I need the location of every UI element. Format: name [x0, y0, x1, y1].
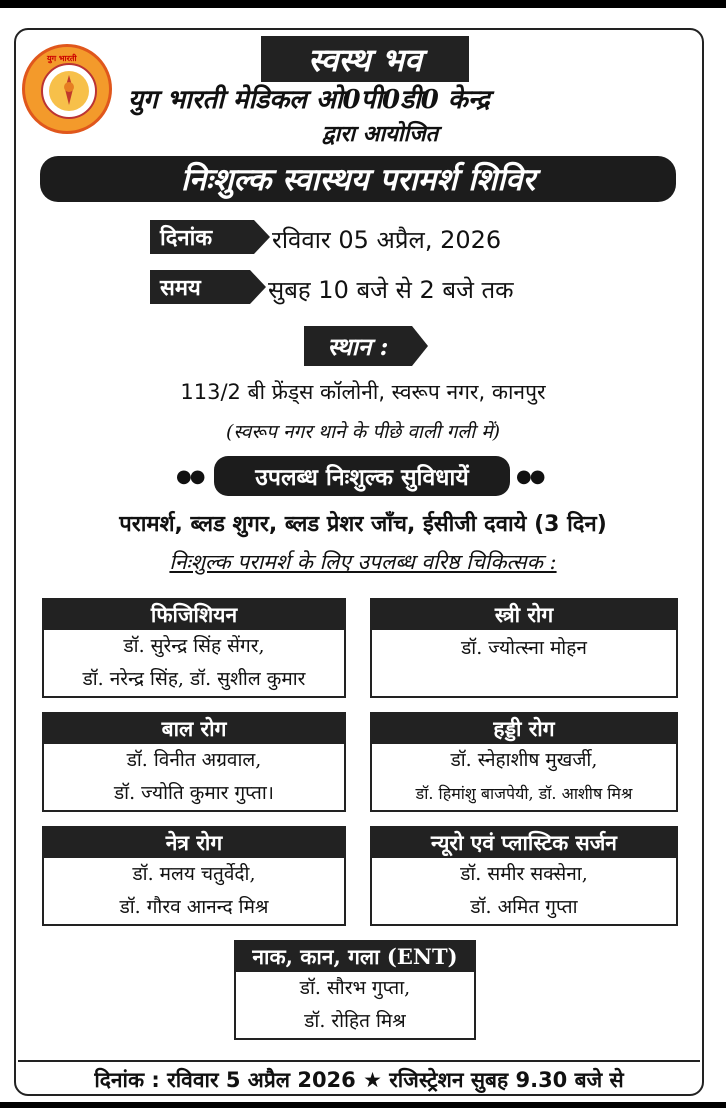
bullet-dots-left: ●●	[176, 466, 204, 487]
top-border	[0, 0, 726, 8]
organization-name: युग भारती मेडिकल ओ0पी0डी0 केन्द्र	[128, 85, 490, 115]
place-label: स्थान :	[304, 326, 412, 366]
department-title: नेत्र रोग	[44, 828, 344, 858]
organized-by-text: द्वारा आयोजित	[321, 121, 439, 147]
department-ent	[234, 940, 476, 1040]
department-title: फिजिशियन	[44, 600, 344, 630]
department-title: बाल रोग	[44, 714, 344, 744]
department-physician	[42, 598, 346, 698]
doctor-line: डॉ. रोहित मिश्र	[304, 1010, 406, 1032]
department-title: स्त्री रोग	[372, 600, 676, 630]
department-pediatrics	[42, 712, 346, 812]
facilities-heading: उपलब्ध निःशुल्क सुविधायें	[214, 456, 510, 496]
footer-registration-info: दिनांक : रविवार 5 अप्रैल 2026 ★ रजिस्ट्रेशन सुबह 9.30 बजे से	[18, 1060, 700, 1094]
emblem-icon	[41, 63, 97, 119]
doctor-line: डॉ. गौरव आनन्द मिश्र	[119, 896, 269, 918]
department-title: हड्डी रोग	[372, 714, 676, 744]
bottom-border	[0, 1102, 726, 1108]
doctor-line: डॉ. नरेन्द्र सिंह, डॉ. सुशील कुमार	[82, 668, 306, 690]
time-label: समय	[150, 270, 250, 304]
doctor-line: डॉ. हिमांशु बाजपेयी, डॉ. आशीष मिश्र	[415, 784, 633, 803]
time-value: सुबह 10 बजे से 2 बजे तक	[268, 276, 514, 304]
date-label: दिनांक	[150, 220, 254, 254]
doctor-line: डॉ. ज्योति कुमार गुप्ता।	[114, 782, 274, 804]
doctors-heading: निःशुल्क परामर्श के लिए उपलब्ध वरिष्ठ चिकित्सक :	[169, 550, 557, 574]
doctor-line: डॉ. अमित गुप्ता	[470, 896, 578, 918]
doctor-line: डॉ. समीर सक्सेना,	[460, 863, 588, 885]
services-list: परामर्श, ब्लड शुगर, ब्लड प्रेशर जाँच, ईसीजी दवाये (3 दिन)	[119, 512, 607, 537]
department-title: नाक, कान, गला (ENT)	[236, 942, 474, 972]
department-gynecology	[370, 598, 678, 698]
doctor-line: डॉ. सुरेन्द्र सिंह सेंगर,	[123, 635, 265, 657]
department-title: न्यूरो एवं प्लास्टिक सर्जन	[372, 828, 676, 858]
address-line-2: (स्वरूप नगर थाने के पीछे वाली गली में)	[225, 421, 500, 443]
doctor-line: डॉ. मलय चतुर्वेदी,	[132, 863, 256, 885]
date-value: रविवार 05 अप्रैल, 2026	[272, 226, 502, 254]
department-neuro-plastic	[370, 826, 678, 926]
address-line-1: 113/2 बी फ्रेंड्स कॉलोनी, स्वरूप नगर, कानपुर	[180, 380, 546, 404]
doctor-line: डॉ. स्नेहाशीष मुखर्जी,	[450, 749, 598, 771]
doctor-line: डॉ. ज्योत्स्ना मोहन	[461, 637, 587, 659]
department-orthopedics	[370, 712, 678, 812]
logo-text: युग भारती	[47, 54, 77, 63]
doctor-line: डॉ. विनीत अग्रवाल,	[126, 749, 262, 771]
bullet-dots-right: ●●	[516, 466, 544, 487]
camp-title-banner: निःशुल्क स्वास्थय परामर्श शिविर	[40, 156, 676, 202]
doctor-line: डॉ. सौरभ गुप्ता,	[299, 977, 411, 999]
department-ophthalmology	[42, 826, 346, 926]
organization-logo	[22, 44, 112, 134]
title-banner: स्वस्थ भव	[261, 36, 469, 82]
